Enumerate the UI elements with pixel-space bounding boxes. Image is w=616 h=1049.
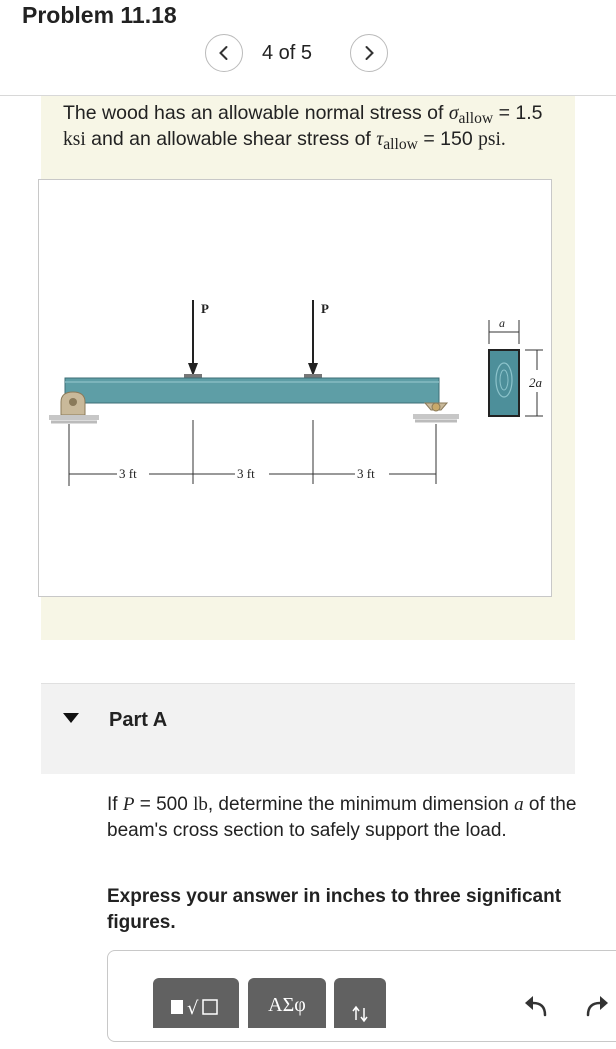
intro-value-1: 1.5 ksi (63, 102, 543, 150)
sigma-symbol: σ (448, 103, 459, 124)
answer-instruction: Express your answer in inches to three significant figures. (107, 886, 562, 933)
question-unit: lb (193, 794, 208, 815)
intro-text-2: and an allowable shear stress of (85, 128, 377, 150)
tau-subscript: allow (383, 135, 418, 153)
beam-diagram (39, 180, 553, 598)
beam-figure (38, 179, 552, 597)
load-label-2: P (321, 301, 329, 316)
problem-title: Problem 11.18 (22, 2, 177, 28)
previous-problem-button[interactable] (205, 34, 243, 72)
section-height-label: 2a (529, 375, 542, 390)
part-a-question (107, 792, 587, 844)
next-problem-button[interactable] (350, 34, 388, 72)
problem-navigation (0, 34, 616, 74)
symbols-button[interactable]: ΑΣφ (248, 978, 326, 1028)
intro-unit: psi. (478, 129, 506, 150)
question-rest: of the beam's cross section to safely support the load. (107, 794, 577, 841)
answer-editor[interactable] (107, 950, 616, 1042)
templates-button[interactable] (153, 978, 239, 1028)
var-a: a (514, 794, 524, 815)
cross-section (489, 350, 519, 416)
load-plate-1 (184, 374, 202, 378)
roller-icon (432, 403, 440, 411)
arrows-button[interactable] (334, 978, 386, 1028)
math-templates-icon (153, 978, 239, 1028)
load-label-1: P (201, 301, 209, 316)
part-title: Part A (109, 709, 168, 731)
span-label-2: 3 ft (237, 466, 255, 481)
section-width-label: a (499, 316, 505, 330)
right-ground (413, 414, 459, 419)
redo-icon[interactable] (582, 991, 612, 1021)
pin-icon (69, 398, 77, 406)
chevron-left-icon (216, 45, 232, 61)
chevron-right-icon (361, 45, 377, 61)
question-prefix: If (107, 794, 123, 815)
intro-text-1: The wood has an allowable normal stress of (63, 102, 449, 124)
load-plate-2 (304, 374, 322, 378)
tau-symbol: τ (376, 129, 384, 150)
problem-counter: 4 of 5 (262, 42, 313, 64)
sigma-subscript: allow (458, 109, 494, 127)
question-text: , determine the minimum dimension (207, 794, 515, 815)
problem-statement (63, 101, 563, 153)
part-a-header[interactable] (41, 683, 575, 774)
left-ground (49, 415, 99, 420)
undo-icon[interactable] (521, 991, 551, 1021)
intro-eq-1: = (493, 102, 510, 124)
span-label-1: 3 ft (119, 466, 137, 481)
caret-down-icon[interactable] (63, 713, 79, 723)
span-label-3: 3 ft (357, 466, 375, 481)
svg-text:√: √ (187, 998, 199, 1019)
intro-eq-2: = 150 (417, 128, 473, 150)
question-equals: = 500 (134, 794, 194, 815)
var-p: P (122, 794, 135, 815)
vector-arrows-icon (334, 978, 386, 1028)
